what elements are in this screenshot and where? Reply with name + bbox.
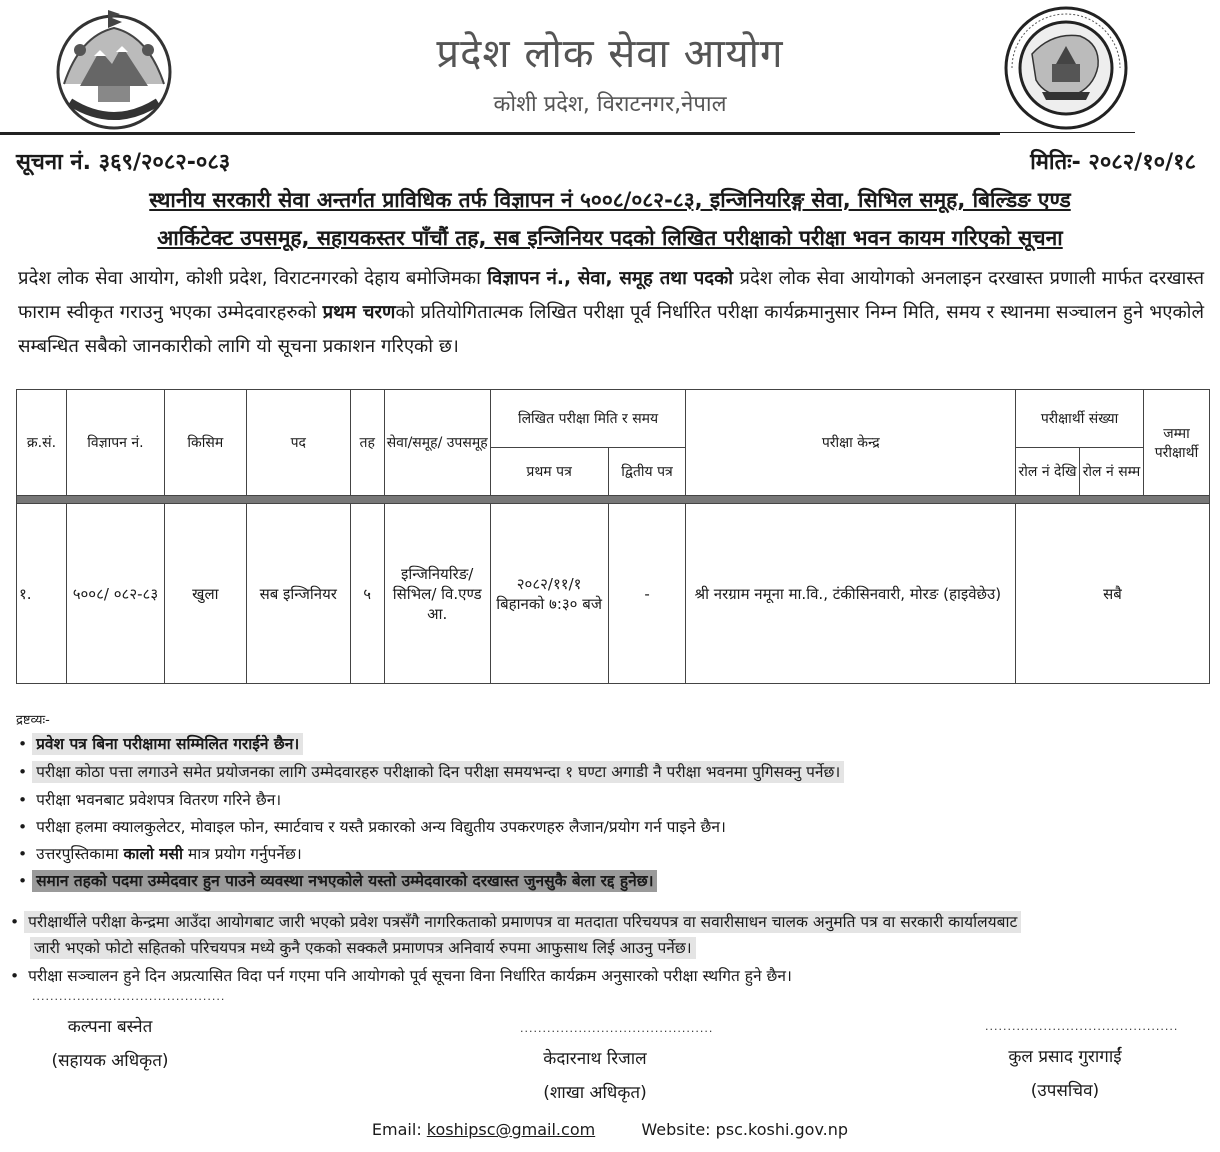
header-rule-thin <box>1000 132 1135 133</box>
note-item-7b <box>30 936 696 958</box>
note-item-8: • परीक्षा सञ्चालन हुने दिन अप्रत्यासित विदा पर्न गएमा पनि आयोगको पूर्व सूचना विना निर्धारित कार्यक्रम अनुसारको परीक्षा स्थगित हुने छैन। <box>10 964 796 986</box>
intro-bold-1: विज्ञापन नं., सेवा, समूह तथा पदको <box>487 268 734 289</box>
header-center: परीक्षा केन्द्र <box>686 390 1016 496</box>
note-ink-bold: कालो मसी <box>123 845 184 863</box>
notice-title-line-1: स्थानीय सरकारी सेवा अन्तर्गत प्राविधिक तर्फ विज्ञापन नं ५००८/०८२-८३, इन्जिनियरिङ्ग सेवा, सिभिल समूह, बिल्डिङ एण्ड <box>149 188 1071 212</box>
header-type: किसिम <box>164 390 246 496</box>
email-link[interactable]: koshipsc@gmail.com <box>426 1120 596 1139</box>
note-text-8: परीक्षा सञ्चालन हुने दिन अप्रत्यासित विदा पर्न गएमा पनि आयोगको पूर्व सूचना विना निर्धारित कार्यक्रम अनुसारको परीक्षा स्थगित हुने छैन। <box>28 967 792 985</box>
header-paper1: प्रथम पत्र <box>490 448 608 496</box>
cell-center: श्री नरग्राम नमूना मा.वि., टंकीसिनवारी, मोरङ (हाइवेछेउ) <box>686 504 1016 684</box>
note-item-2: • परीक्षा कोठा पत्ता लगाउने समेत प्रयोजनका लागि उम्मेदवारहरु परीक्षाको दिन परीक्षा समयभन्दा १ घण्टा अगाडी नै परीक्षा भवनमा पुगिसक्नु पर्नेछ। <box>18 760 844 782</box>
intro-bold-2: प्रथम चरण <box>322 302 396 323</box>
signature-line-1: ........................................... <box>32 990 226 1003</box>
intro-text-3: को प्रतियोगितात्मक लिखित परीक्षा पूर्व निर्धारित परीक्षा कार्यक्रमानुसार निम्न मिति, समय र स्थानमा सञ्चालन हुने भएकोले सम्बन्धित सबैको जानकारीको लागि यो सूचना प्रकाशन गरिएको छ। <box>18 302 1204 357</box>
website-link[interactable]: psc.koshi.gov.np <box>715 1120 849 1139</box>
cell-level: ५ <box>350 504 384 684</box>
signatory-1-name: कल्पना बस्नेत <box>67 1017 153 1037</box>
note-item-6: • समान तहको पदमा उम्मेदवार हुन पाउने व्यवस्था नभएकोले यस्तो उम्मेदवारको दरखास्त जुनसुकै बेला रद्द हुनेछ। <box>18 869 657 891</box>
note-text-1: प्रवेश पत्र बिना परीक्षामा सम्मिलित गराईने छैन। <box>32 733 303 755</box>
cell-type: खुला <box>164 504 246 684</box>
table-row <box>17 504 1210 684</box>
intro-paragraph <box>18 262 1204 364</box>
header-paper2: द्वितीय पत्र <box>608 448 686 496</box>
signatory-3-role: (उपसचिव) <box>1030 1081 1100 1101</box>
note-item-1: • प्रवेश पत्र बिना परीक्षामा सम्मिलित गराईने छैन। <box>18 732 303 754</box>
table-divider <box>17 496 1210 504</box>
header-exam-date: लिखित परीक्षा मिति र समय <box>490 390 686 448</box>
notice-title-line-2: आर्किटेक्ट उपसमूह, सहायकस्तर पाँचौं तह, सब इन्जिनियर पदको लिखित परीक्षाको परीक्षा भवन कायम गरिएको सूचना <box>157 226 1063 250</box>
header-service: सेवा/समूह/ उपसमूह <box>384 390 490 496</box>
note-text-4: परीक्षा हलमा क्यालकुलेटर, मोवाइल फोन, स्मार्टवाच र यस्तै प्रकारको अन्य विद्युतीय उपकरणहरु लैजान/प्रयोग गर्न पाइने छैन। <box>36 818 726 836</box>
note-item-4: • परीक्षा हलमा क्यालकुलेटर, मोवाइल फोन, स्मार्टवाच र यस्तै प्रकारको अन्य विद्युतीय उपकरणहरु लैजान/प्रयोग गर्न पाइने छैन। <box>18 815 730 837</box>
signatory-1-role: (सहायक अधिकृत) <box>51 1051 169 1071</box>
signatory-3-name: कुल प्रसाद गुरागाईं <box>1008 1047 1122 1067</box>
exam-schedule-table <box>16 389 1210 684</box>
email-label: Email: <box>371 1120 422 1139</box>
note-text-7b: जारी भएको फोटो सहितको परिचयपत्र मध्ये कुनै एकको सक्कलै प्रमाणपत्र अनिवार्य रुपमा आफुसाथ लिई आउनु पर्नेछ। <box>30 937 696 959</box>
note-text-3: परीक्षा भवनबाट प्रवेशपत्र वितरण गरिने छैन। <box>36 791 282 809</box>
footer-contact <box>0 1120 1220 1139</box>
signatory-2-role: (शाखा अधिकृत) <box>543 1083 647 1103</box>
cell-paper2: - <box>608 504 686 684</box>
cell-ad-no: ५००८/ ०८२-८३ <box>66 504 164 684</box>
page-title: प्रदेश लोक सेवा आयोग <box>436 31 784 77</box>
cell-post: सब इन्जिनियर <box>246 504 350 684</box>
intro-text-2: प्रदेश लोक सेवा आयोगको अनलाइन दरखास्त प्रणाली मार्फत दरखास्त फाराम स्वीकृत गराउनु भएका उम्मेदवारहरुको <box>18 268 1204 323</box>
notice-date: मितिः- २०८२/१०/१८ <box>1030 150 1196 175</box>
note-text-7a: परीक्षार्थीले परीक्षा केन्द्रमा आउँदा आयोगबाट जारी भएको प्रवेश पत्रसँगै नागरिकताको प्रमाणपत्र वा मतदाता परिचयपत्र वा सवारीसाधन चालक अनुमति पत्र वा सरकारी कार्यालयबाट <box>24 911 1021 933</box>
website-label: Website: <box>641 1120 711 1139</box>
signatory-2-name: केदारनाथ रिजाल <box>543 1049 647 1069</box>
header-roll-to: रोल नं सम्म <box>1080 448 1144 496</box>
note-text-6: समान तहको पदमा उम्मेदवार हुन पाउने व्यवस्था नभएकोले यस्तो उम्मेदवारको दरखास्त जुनसुकै बेला रद्द हुनेछ। <box>32 870 657 892</box>
cell-paper1: २०८२/११/१ बिहानको ७:३० बजे <box>490 504 608 684</box>
note-item-5: • उत्तरपुस्तिकामा कालो मसी मात्र प्रयोग गर्नुपर्नेछ। <box>18 845 302 863</box>
header-total: जम्मा परीक्षार्थी <box>1143 390 1209 496</box>
page-subtitle: कोशी प्रदेश, विराटनगर,नेपाल <box>493 92 727 117</box>
signature-line-2: ........................................... <box>520 1022 714 1035</box>
cell-service: इन्जिनियरिङ/ सिभिल/ वि.एण्ड आ. <box>384 504 490 684</box>
note-item-3: • परीक्षा भवनबाट प्रवेशपत्र वितरण गरिने छैन। <box>18 788 285 810</box>
signature-line-3: ........................................... <box>985 1020 1179 1033</box>
header-ad-no: विज्ञापन नं. <box>66 390 164 496</box>
note-text-2: परीक्षा कोठा पत्ता लगाउने समेत प्रयोजनका लागि उम्मेदवारहरु परीक्षाको दिन परीक्षा समयभन्दा १ घण्टा अगाडी नै परीक्षा भवनमा पुगिसक्नु पर्नेछ। <box>32 761 844 783</box>
header-post: पद <box>246 390 350 496</box>
header-candidates: परीक्षार्थी संख्या <box>1016 390 1144 448</box>
note-item-7: • परीक्षार्थीले परीक्षा केन्द्रमा आउँदा आयोगबाट जारी भएको प्रवेश पत्रसँगै नागरिकताको प्रमाणपत्र वा मतदाता परिचयपत्र वा सवारीसाधन चालक अनुमति पत्र वा सरकारी कार्यालयबाट <box>10 910 1021 932</box>
header-level: तह <box>350 390 384 496</box>
notice-number: सूचना नं. ३६९/२०८२-०८३ <box>16 150 231 175</box>
header-rule <box>0 132 1000 135</box>
cell-sn: १. <box>17 504 67 684</box>
cell-candidates: सबै <box>1016 504 1210 684</box>
header-sn: क्र.सं. <box>17 390 67 496</box>
notes-heading: द्रष्टव्यः- <box>16 713 50 728</box>
header-roll-from: रोल नं देखि <box>1016 448 1080 496</box>
intro-text-1: प्रदेश लोक सेवा आयोग, कोशी प्रदेश, विराटनगरको देहाय बमोजिमका <box>18 268 488 289</box>
note-ink-pre: उत्तरपुस्तिकामा <box>36 845 124 863</box>
note-ink-post: मात्र प्रयोग गर्नुपर्नेछ। <box>183 845 302 863</box>
